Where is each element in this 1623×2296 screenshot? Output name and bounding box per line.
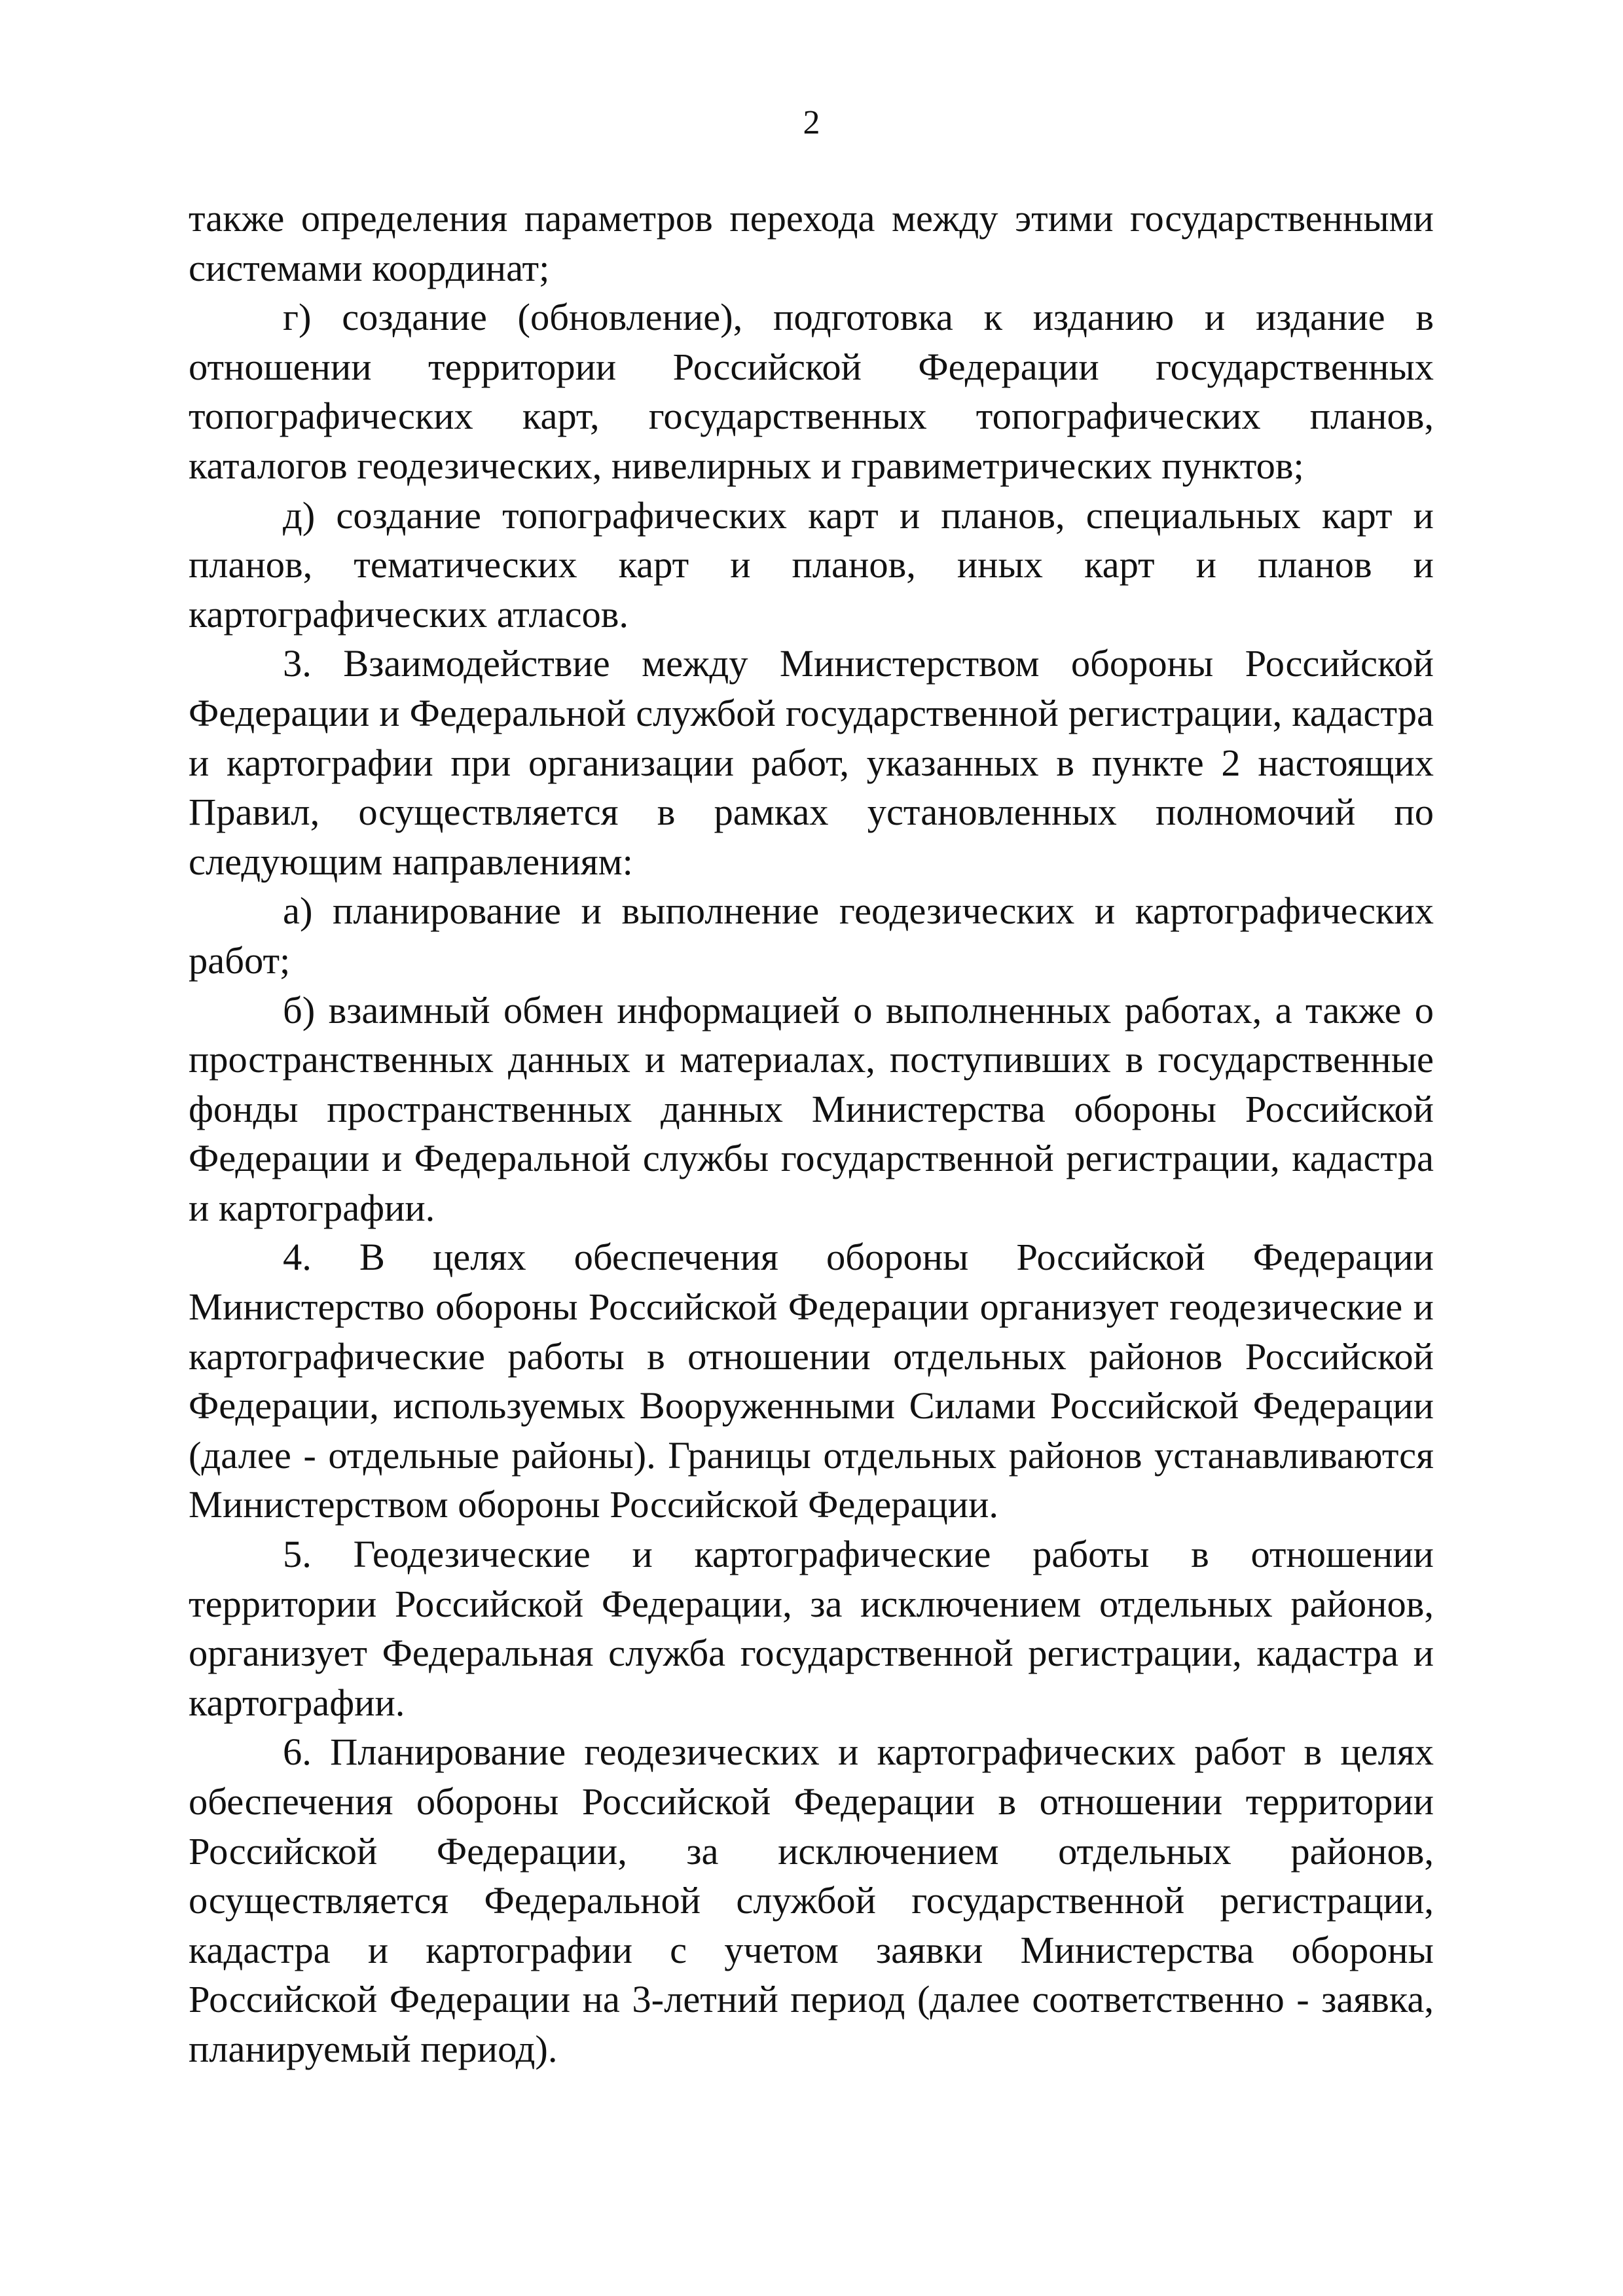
paragraph-section-5: 5. Геодезические и картографические работы в отношении территории Российской Федерации, за исключением отдельных районов, организует Федеральная служба государственной регистрации, кадастра и картографии. [189,1533,1434,1724]
paragraph-section-6: 6. Планирование геодезических и картографических работ в целях обеспечения обороны Российской Федерации в отношении территории Российской Федерации, за исключением отдельных районов, осуществляется Федеральной службой государственной регистрации, кадастра и картографии с учетом заявки Министерства обороны Российской Федерации на 3-летний период (далее соответственно - заявка, планируемый период). [189,1731,1434,2070]
paragraph-item-b: б) взаимный обмен информацией о выполненных работах, а также о пространственных данных и материалах, поступивших в государственные фонды пространственных данных Министерства обороны Российской Федерации и Федеральной службы государственной регистрации, кадастра и картографии. [189,988,1434,1229]
paragraph-item-d: д) создание топографических карт и планов, специальных карт и планов, тематических карт и планов, иных карт и планов и картографических атласов. [189,493,1434,636]
paragraph-item-g: г) создание (обновление), подготовка к изданию и издание в отношении территории Российской Федерации государственных топографических карт, государственных топографических планов, каталогов геодезических, нивелирных и гравиметрических пунктов; [189,296,1434,487]
paragraph-section-4: 4. В целях обеспечения обороны Российской Федерации Министерство обороны Российской Федерации организует геодезические и картографические работы в отношении отдельных районов Российской Федерации, используемых Вооруженными Силами Российской Федерации (далее - отдельные районы). Границы отдельных районов устанавливаются Министерством обороны Российской Федерации. [189,1236,1434,1526]
paragraph-section-3: 3. Взаимодействие между Министерством обороны Российской Федерации и Федеральной службой государственной регистрации, кадастра и картографии при организации работ, указанных в пункте 2 настоящих Правил, осуществляется в рамках установленных полномочий по следующим направлениям: [189,642,1434,883]
paragraph-item-a: а) планирование и выполнение геодезических и картографических работ; [189,889,1434,982]
paragraph-continuation: также определения параметров перехода между этими государственными системами координат; [189,197,1434,289]
page-number: 2 [803,104,820,141]
document-body [189,194,1434,2074]
